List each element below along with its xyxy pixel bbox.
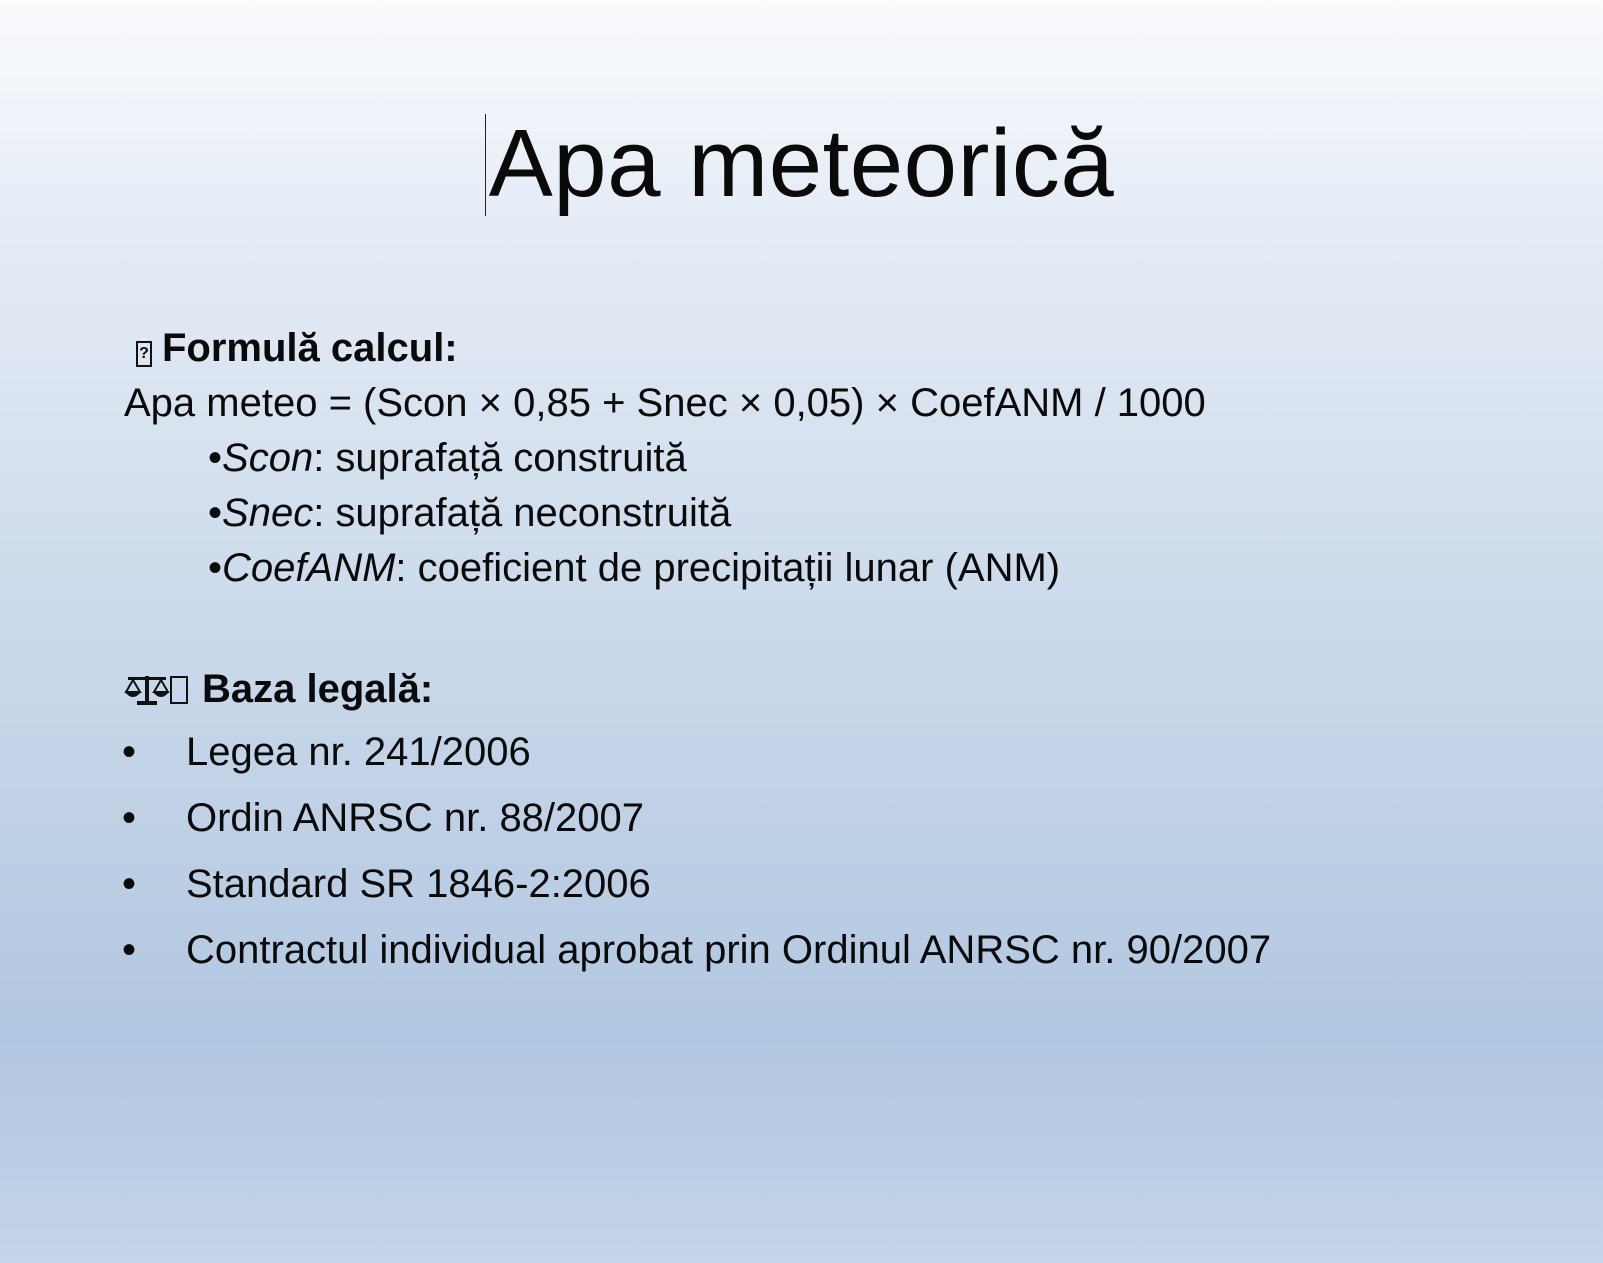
legal-item-text: Standard SR 1846-2:2006 [186,862,651,906]
legal-item-text: Ordin ANRSC nr. 88/2007 [186,796,645,840]
text-cursor [485,114,486,216]
formula-heading-text[interactable]: Formulă calcul: [162,326,458,370]
bullet: • [122,862,137,906]
definition-description: : coeficient de precipitații lunar (ANM) [395,546,1061,590]
slide-title-text[interactable]: Apa meteorică [488,110,1115,217]
formula-text[interactable]: Apa meteo = (Scon × 0,85 + Snec × 0,05) × CoefANM / 1000 [124,381,1206,425]
legal-heading[interactable] [124,664,433,714]
legal-item-text: Contractul individual aprobat prin Ordinul ANRSC nr. 90/2007 [186,928,1272,972]
legal-list-item[interactable] [122,925,1271,975]
missing-glyph-icon [170,676,188,704]
legal-list-item[interactable] [122,727,531,777]
definition-term: CoefANM [222,546,396,590]
definition-term: Snec [222,491,314,535]
bullet: • [122,928,137,972]
legal-heading-text[interactable]: Baza legală: [202,667,434,711]
legal-list-item[interactable] [122,859,651,909]
legal-item-text: Legea nr. 241/2006 [186,730,531,774]
bullet: • [208,436,223,480]
bullet: • [122,796,137,840]
definition-item[interactable] [208,543,1060,593]
legal-list-item[interactable] [122,793,644,843]
formula-heading[interactable] [136,323,458,373]
scales-icon [124,672,170,706]
definition-term: Scon [222,436,314,480]
slide-title[interactable] [0,108,1603,220]
definition-description: : suprafață construită [313,436,687,480]
definition-item[interactable] [208,433,687,483]
definition-description: : suprafață neconstruită [313,491,732,535]
bullet: • [122,730,137,774]
bullet: • [208,491,223,535]
bullet: • [208,546,223,590]
definition-item[interactable] [208,488,731,538]
missing-glyph-icon: ? [136,341,152,367]
